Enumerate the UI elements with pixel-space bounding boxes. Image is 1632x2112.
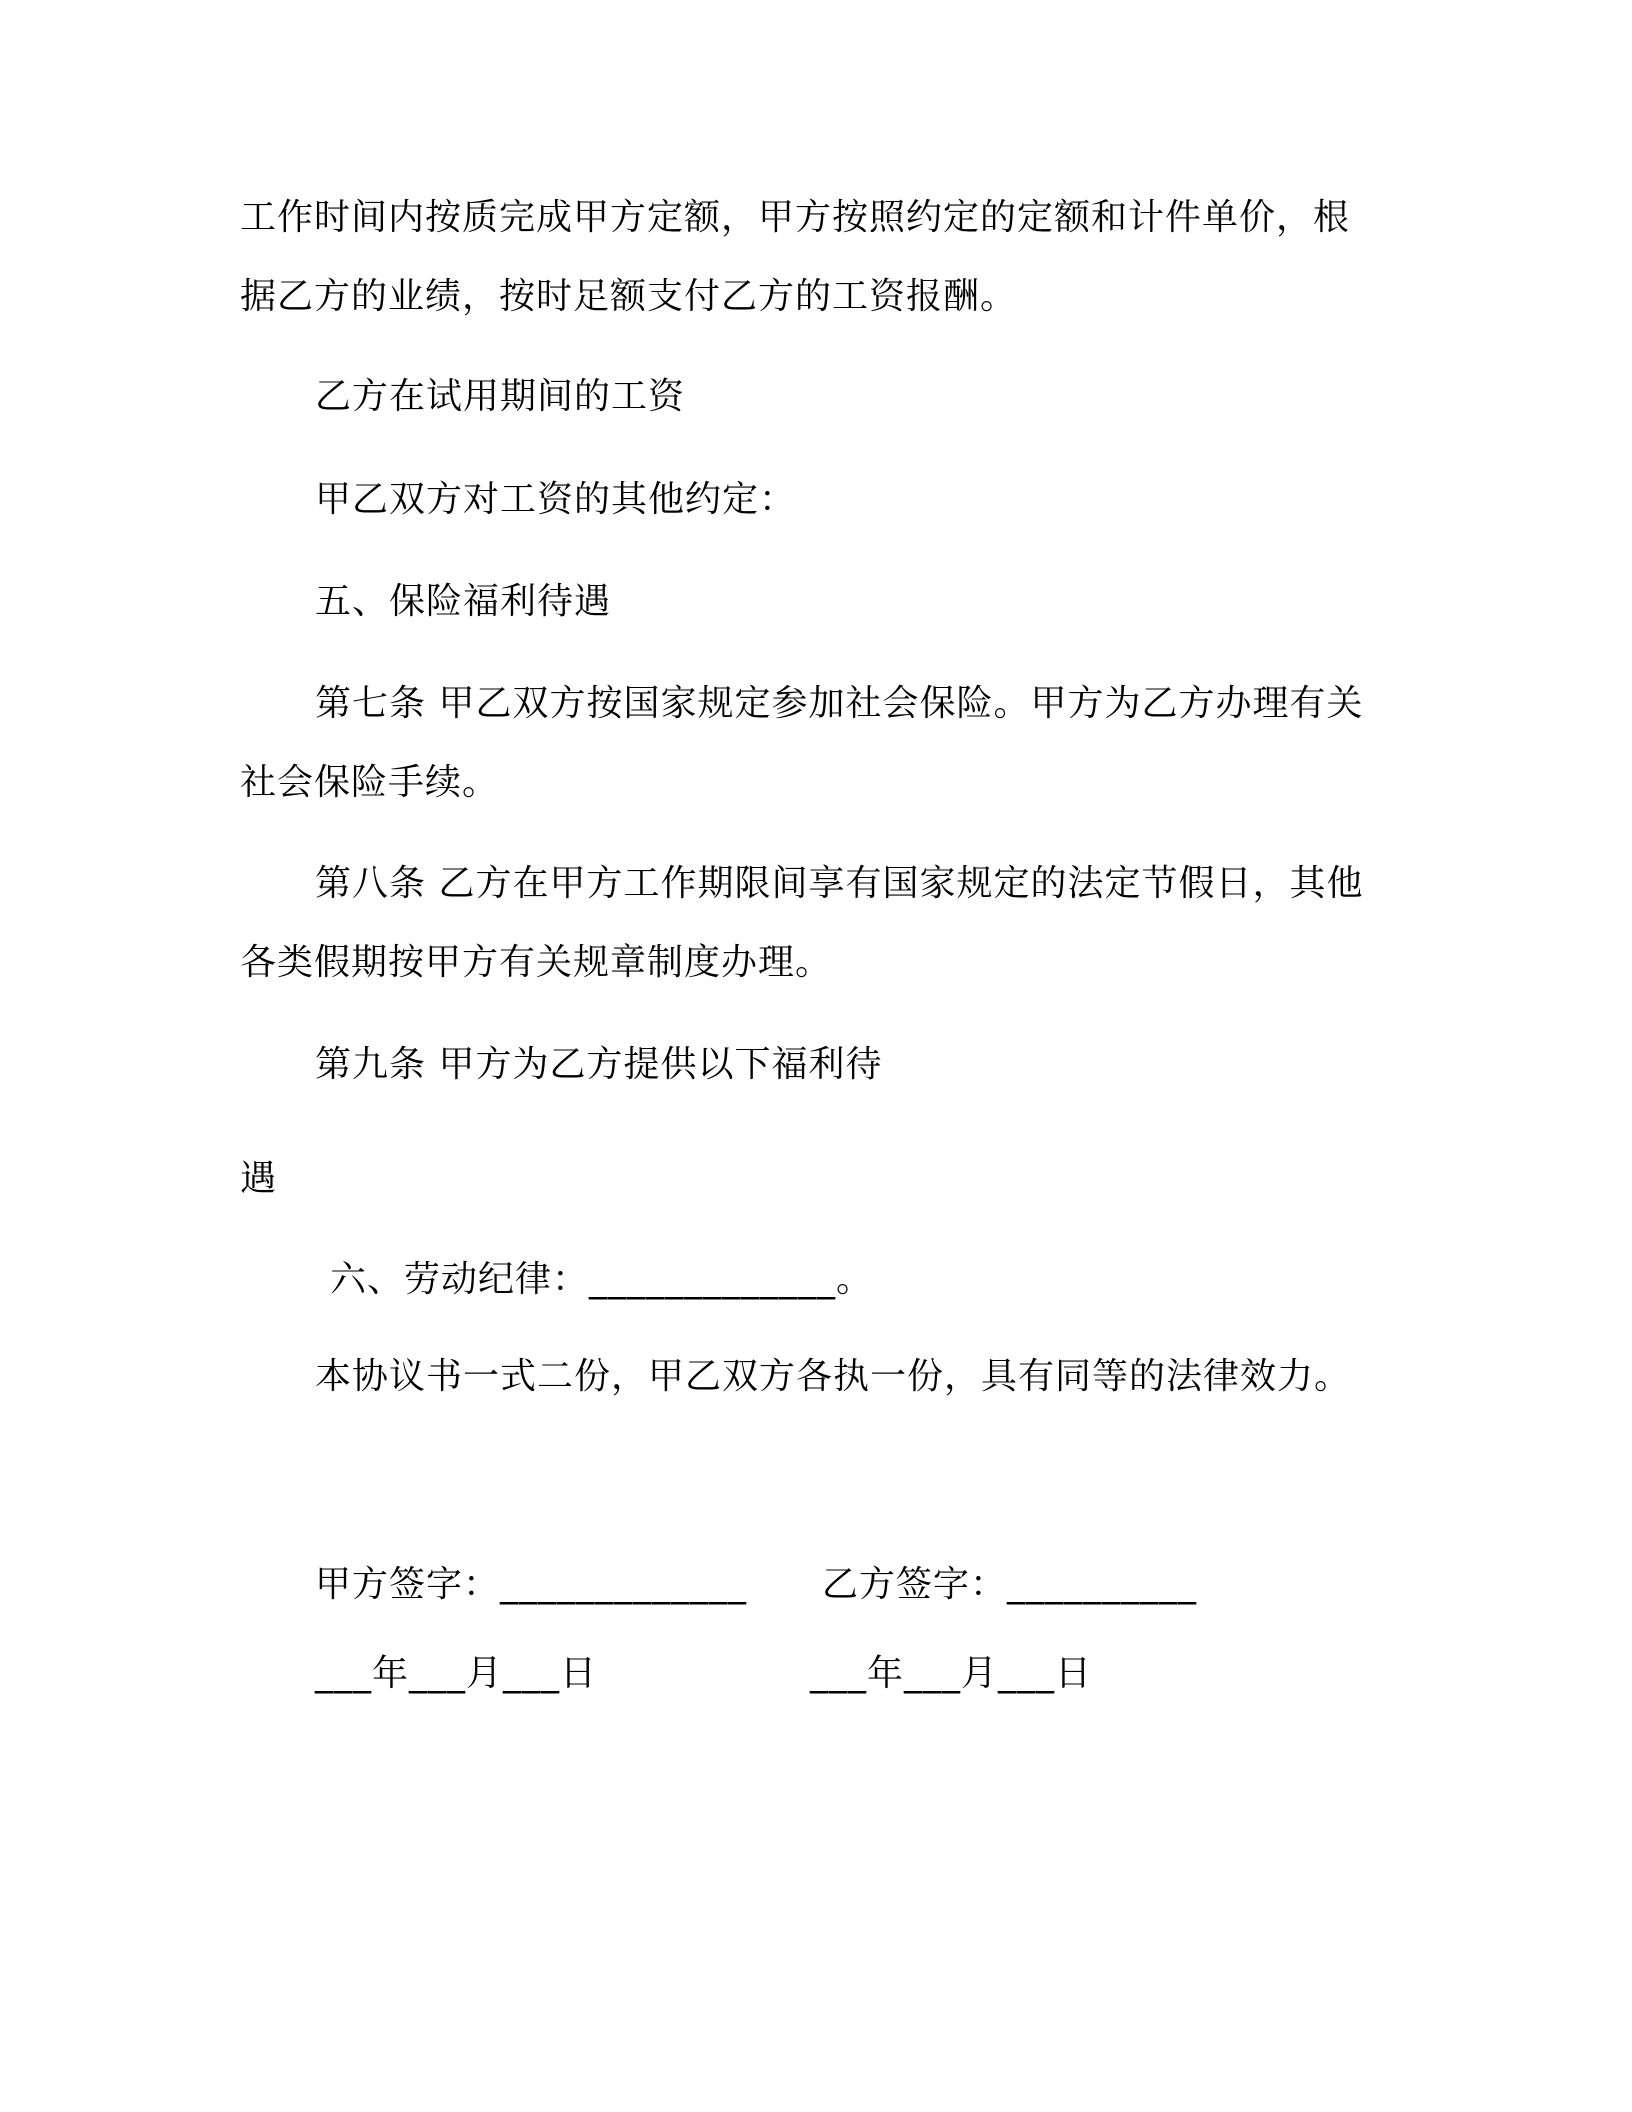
paragraph-line: 甲乙双方对工资的其他约定：: [315, 479, 797, 520]
paragraph-line: 据乙方的业绩，按时足额支付乙方的工资报酬。: [240, 276, 1018, 317]
party-b-signature: 乙方签字：__________: [822, 1564, 1198, 1605]
paragraph-line: 社会保险手续。: [240, 762, 500, 803]
paragraph-line: 乙方在试用期间的工资: [315, 376, 686, 417]
paragraph-line: 各类假期按甲方有关规章制度办理。: [240, 942, 833, 983]
party-a-signature: 甲方签字：_____________: [315, 1564, 748, 1605]
paragraph-line: 遇: [240, 1158, 278, 1199]
paragraph-line: 第八条 乙方在甲方工作期限间享有国家规定的法定节假日，其他: [315, 863, 1364, 904]
party-a-date: ___年___月___日: [315, 1653, 598, 1694]
section-heading: 六、劳动纪律：_____________。: [330, 1259, 874, 1300]
paragraph-line: 工作时间内按质完成甲方定额，甲方按照约定的定额和计件单价，根: [240, 197, 1351, 238]
section-heading: 五、保险福利待遇: [315, 581, 612, 622]
paragraph-line: 第七条 甲乙双方按国家规定参加社会保险。甲方为乙方办理有关: [315, 683, 1364, 724]
paragraph-line: 本协议书一式二份，甲乙双方各执一份，具有同等的法律效力。: [315, 1356, 1352, 1397]
party-b-date: ___年___月___日: [810, 1653, 1093, 1694]
paragraph-line: 第九条 甲方为乙方提供以下福利待: [315, 1044, 883, 1085]
